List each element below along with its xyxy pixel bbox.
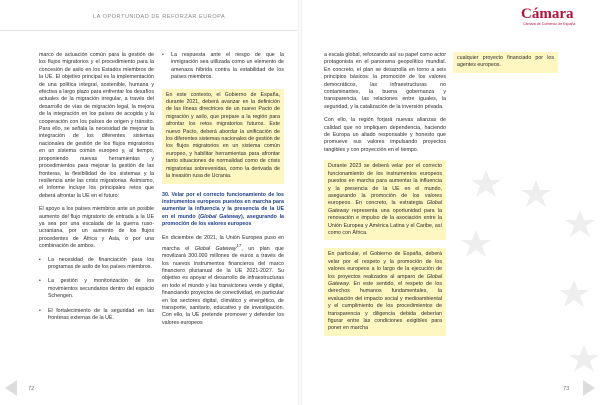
body-paragraph: a escala global, reforzando así su papel como actor protagonista en el panorama geopolítico mundial. En concreto, el plan se desarrolla en torno a seis principios básicos: la promoción de los valores democráticos, las infraestructuras no contaminantes, la buena gobernanza y transparencia, las relaciones entre iguales, la seguridad, y la catalización de la inversión privada.	[324, 52, 446, 110]
logo-wordmark: Cámara	[521, 6, 574, 22]
bullet-icon: •	[39, 307, 41, 314]
footnote-ref: 17	[236, 242, 242, 248]
list-item: • El fortalecimiento de la seguridad en las fronteras externas de la UE.	[39, 307, 154, 321]
highlight-box: En este contexto, el Gobierno de España, durante 2021, deberá avanzar en la definición de las líneas directrices de un nuevo Pacto de migración y asilo, que prepare a la región para afrontar los retos migratorios futuros. Este nuevo Pacto, deberá abordar la unificación de los diferentes sistemas nacionales de gestión de los flujos migratorios en un sistema común europeo, y habilitar herramientas para afrontar tanto situaciones de normalidad como de crisis migratorias sobrevenidas, como la derivada de la invasión rusa de Ucrania.	[162, 89, 284, 184]
highlight-box: cualquier proyecto financiado por los agentes europeos.	[453, 52, 558, 73]
star-icon	[565, 210, 595, 237]
left-page-column-2	[162, 52, 284, 333]
body-paragraph: Con ello, la región forjará nuevas alianzas de calidad que no impliquen dependencia, haciendo de Europa un aliado responsable y honesto que promueve sus valores impulsando proyectos tangibles y con proyección en el tiempo.	[324, 117, 446, 153]
book-gutter	[298, 0, 302, 405]
star-icon	[471, 170, 501, 197]
right-page-column-1	[324, 52, 446, 344]
bullet-icon: •	[39, 278, 41, 285]
star-icon	[461, 230, 491, 257]
bullet-icon: •	[39, 256, 41, 263]
highlight-box: En particular, el Gobierno de España, deberá velar por el respeto y la promoción de los valores europeos a lo largo de la ejecución de los proyectos realizados al amparo de Global Gateway. En este sentido, el respeto de los derechos humanos fundamentales, la evaluación del impacto social y medioambiental y el cumplimiento de los procedimientos de transparencia y diligencia debida deberían figurar entre las condiciones exigibles para poner en marcha	[324, 248, 446, 335]
body-paragraph: El apoyo a los países miembros ante un posible aumento del flujo migratorio de entrada a la UE ya sea por una escalada de la guerra ruso-ucraniana, por un aumento de los flujos procedentes de África y Asia, o por una combinación de ambos.	[39, 206, 154, 250]
bullet-icon: •	[162, 52, 164, 58]
list-item: • La gestión y monitorización de los movimientos secundarios dentro del espacio Schengen.	[39, 278, 154, 300]
previous-page-arrow-icon[interactable]	[4, 380, 18, 396]
list-item: • La respuesta ante el riesgo de que la inmigración sea utilizada como un elemento de amenaza híbrida contra la estabilidad de los países miembros.	[162, 52, 284, 81]
star-icon	[569, 345, 599, 372]
next-page-arrow-icon[interactable]	[582, 380, 596, 396]
section-heading: 30. Velar por el correcto funcionamiento de los instrumentos europeos puestos en marcha para aumentar la influencia y la presencia de la UE en el mundo (Global Gateway), asegurando la promoción de los valores europeos	[162, 191, 284, 228]
star-icon	[559, 280, 589, 307]
right-page-column-2	[453, 52, 558, 81]
page-number-left: 72	[28, 386, 35, 392]
body-paragraph: En diciembre de 2021, la Unión Europea puso en marcha el Global Gateway$^{17}$, un plan que movilizará 300.000 millones de euros a través de los nuevos instrumentos financieros del marco financiero plurianual de la UE 2021-2027. Su objetivo es apoyar el desarrollo de infraestructuras en todo el mundo y las transiciones verde y digital, financiando proyectos de conectividad, en particular en los sectores digital, climático y energético, de transporte, sanitario, educativo y de investigación. Con ello, la UE pretende promover y defender los valores europeos	[162, 234, 285, 326]
list-item: • La necesidad de financiación para los programas de asilo de los países miembros.	[39, 256, 154, 270]
eu-stars-watermark	[456, 170, 600, 405]
logo-subtitle: Cámara de Comercio de España	[523, 22, 576, 26]
star-icon	[521, 180, 551, 207]
running-header: LA OPORTUNIDAD DE REFORZAR EUROPA	[93, 14, 226, 20]
camara-logo	[521, 6, 583, 28]
header-rule	[0, 30, 297, 31]
page-number-right: 73	[563, 386, 570, 392]
body-paragraph: marco de actuación común para la gestión de los flujos migratorios y el procedimiento para la concesión de asilo en los Estados miembros de la UE. El objetivo principal es la implementación de una política integral, sostenible, humana y efectiva a largo plazo para enfrentar los desafíos actuales de la migración irregular, a través del desarrollo de vías de migración legal, la mejora de la integración en los países de acogida y la cooperación con los países de origen y tránsito. Para ello, se señala la necesidad de mejorar la integración de los diferentes sistemas nacionales de gestión de los flujos migratorios en un sistema común europeo y, al tiempo, proponiendo nuevas herramientas y procedimientos para mejorar la gestión de las fronteras, la flexibilidad de los sistemas y la resiliencia ante las crisis migratorias. Asimismo, el informe incluye los principales retos que deberá afrontar la UE en el futuro:	[39, 52, 154, 199]
left-page-column-1	[39, 52, 154, 329]
highlight-box: Durante 2023 se deberá velar por el correcto funcionamiento de los instrumentos europeos puestos en marcha para aumentar la influencia y la presencia de la UE en el mundo, asegurando la promoción de los valores europeos. En concreto, la estrategia Global Gateway representa una oportunidad para la renovación e impulso de la asociación entre la Unión Europea y América Latina y el Caribe, así como con África.	[324, 160, 446, 240]
